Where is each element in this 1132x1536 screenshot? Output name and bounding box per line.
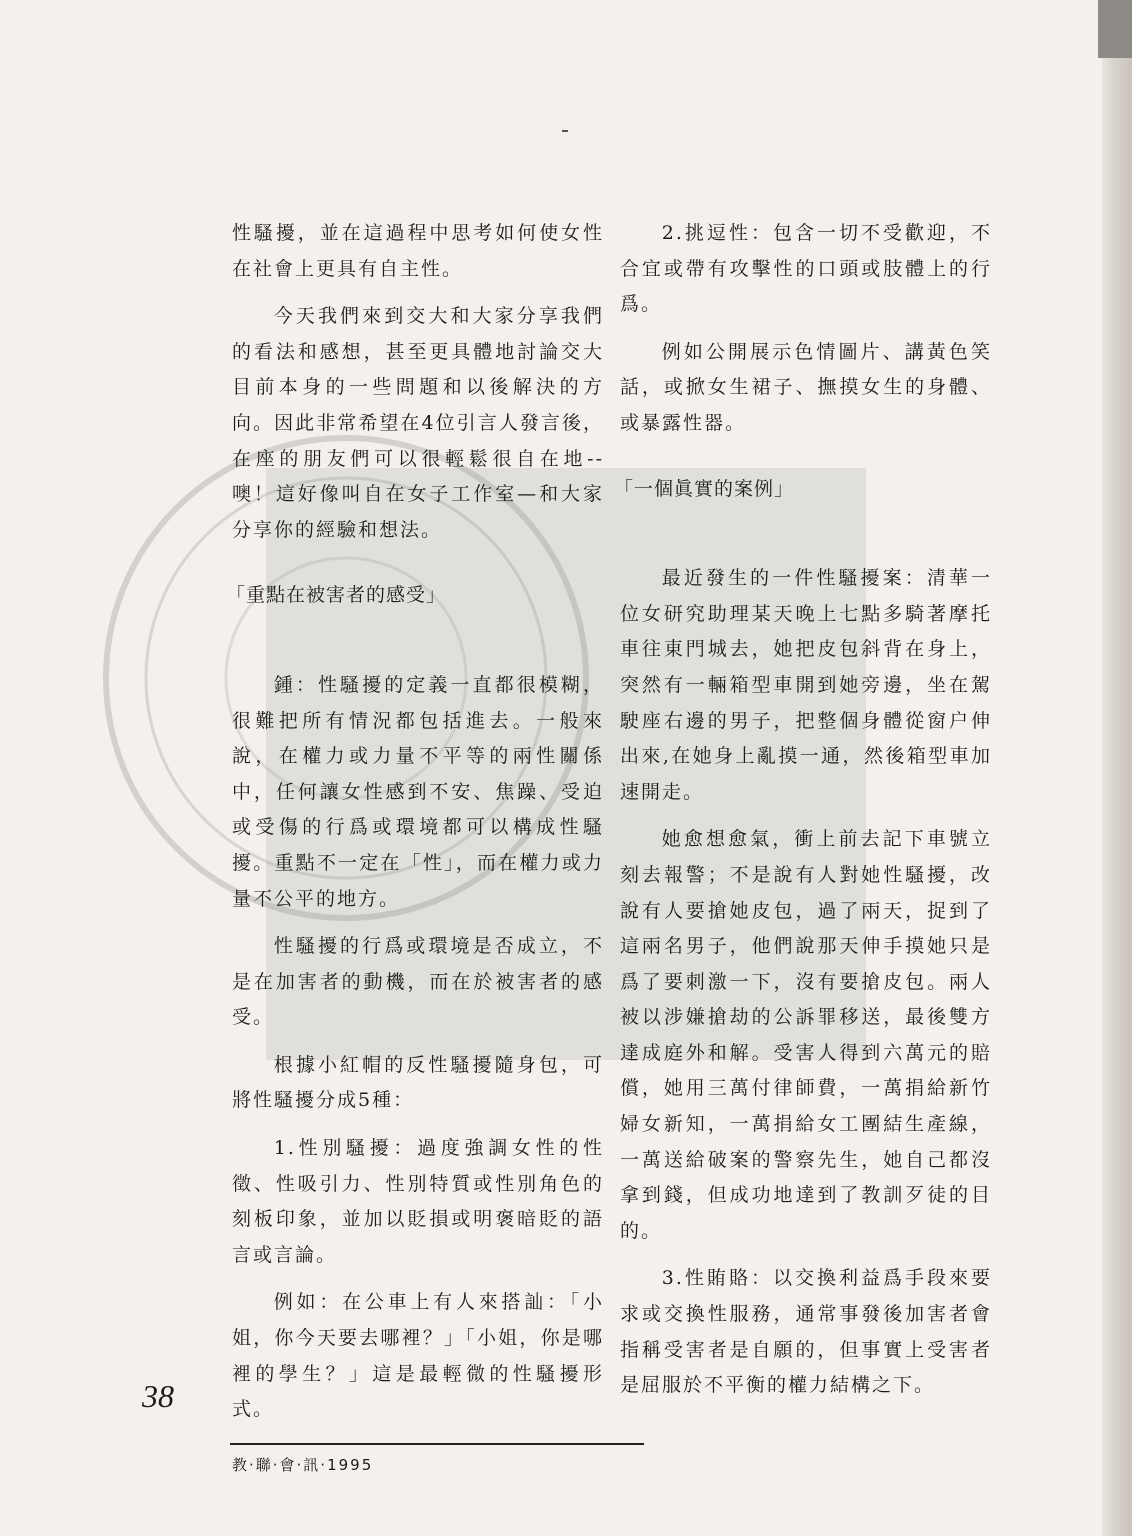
right-paragraph-1: 2.挑逗性：包含一切不受歡迎，不合宜或帶有攻擊性的口頭或肢體上的行爲。 <box>620 222 992 316</box>
footer-publication: 教·聯·會·訊·1995 <box>232 1456 374 1474</box>
ink-speck <box>562 130 568 132</box>
left-paragraph-1: 性騷擾，並在這過程中思考如何使女性在社會上更具有自主性。 <box>232 222 604 280</box>
left-paragraph-2: 今天我們來到交大和大家分享我們的看法和感想，甚至更具體地討論交大目前本身的一些問題和以後解決的方向。因此非常希望在4位引言人發言後，在座的朋友們可以很輕鬆很自在地--噢！這好像叫自在女子工作室—和大家分享你的經驗和想法。 <box>232 305 604 541</box>
left-paragraph-3: 鍾：性騷擾的定義一直都很模糊，很難把所有情況都包括進去。一般來說，在權力或力量不平等的兩性關係中，任何讓女性感到不安、焦躁、受迫或受傷的行爲或環境都可以構成性騷擾。重點不一定在「性」，而在權力或力量不公平的地方。 <box>232 673 604 910</box>
right-paragraph-5: 3.性賄賂：以交換利益爲手段來要求或交換性服務，通常事發後加害者會指稱受害者是自願的，但事實上受害者是屈服於不平衡的權力結構之下。 <box>620 1267 992 1397</box>
left-paragraph-7: 例如：在公車上有人來搭訕：「小姐，你今天要去哪裡？」「小姐，你是哪裡的學生？」這是最輕微的性騷擾形式。 <box>232 1291 604 1421</box>
section-heading-case: 「一個眞實的案例」 <box>614 477 795 500</box>
section-heading-focus: 「重點在被害者的感受」 <box>226 584 447 607</box>
right-paragraph-2: 例如公開展示色情圖片、講黃色笑話，或掀女生裙子、撫摸女生的身體、或暴露性器。 <box>620 340 992 434</box>
page-number: 38 <box>142 1378 174 1414</box>
right-paragraph-4: 她愈想愈氣，衝上前去記下車號立刻去報警；不是說有人對她性騷擾，改說有人要搶她皮包，過了兩天，捉到了這兩名男子，他們說那天伸手摸她只是爲了要刺激一下，沒有要搶皮包。兩人被以涉嫌搶劫的公訴罪移送，最後雙方達成庭外和解。受害人得到六萬元的賠償，她用三萬付律師費，一萬捐給新竹婦女新知，一萬捐給女工團結生產線，一萬送給破案的警察先生，她自己都沒拿到錢，但成功地達到了教訓歹徒的目的。 <box>620 828 992 1242</box>
left-paragraph-6: 1.性別騷擾：過度強調女性的性徵、性吸引力、性別特質或性別角色的刻板印象，並加以貶損或明褒暗貶的語言或言論。 <box>232 1137 604 1266</box>
page-edge-shadow <box>1098 0 1132 58</box>
right-paragraph-3: 最近發生的一件性騷擾案：清華一位女研究助理某天晚上七點多騎著摩托車往東門城去，她把皮包斜背在身上，突然有一輛箱型車開到她旁邊，坐在駕駛座右邊的男子，把整個身體從窗户伸出來,在她身上亂摸一通，然後箱型車加速開走。 <box>620 567 992 803</box>
left-column <box>226 216 604 1440</box>
page-edge <box>1102 0 1132 1536</box>
right-column <box>614 216 992 1416</box>
footer-divider <box>230 1443 644 1445</box>
left-paragraph-5: 根據小紅帽的反性騷擾隨身包，可將性騷擾分成5種： <box>232 1053 604 1112</box>
left-paragraph-4: 性騷擾的行爲或環境是否成立，不是在加害者的動機，而在於被害者的感受。 <box>232 935 604 1029</box>
